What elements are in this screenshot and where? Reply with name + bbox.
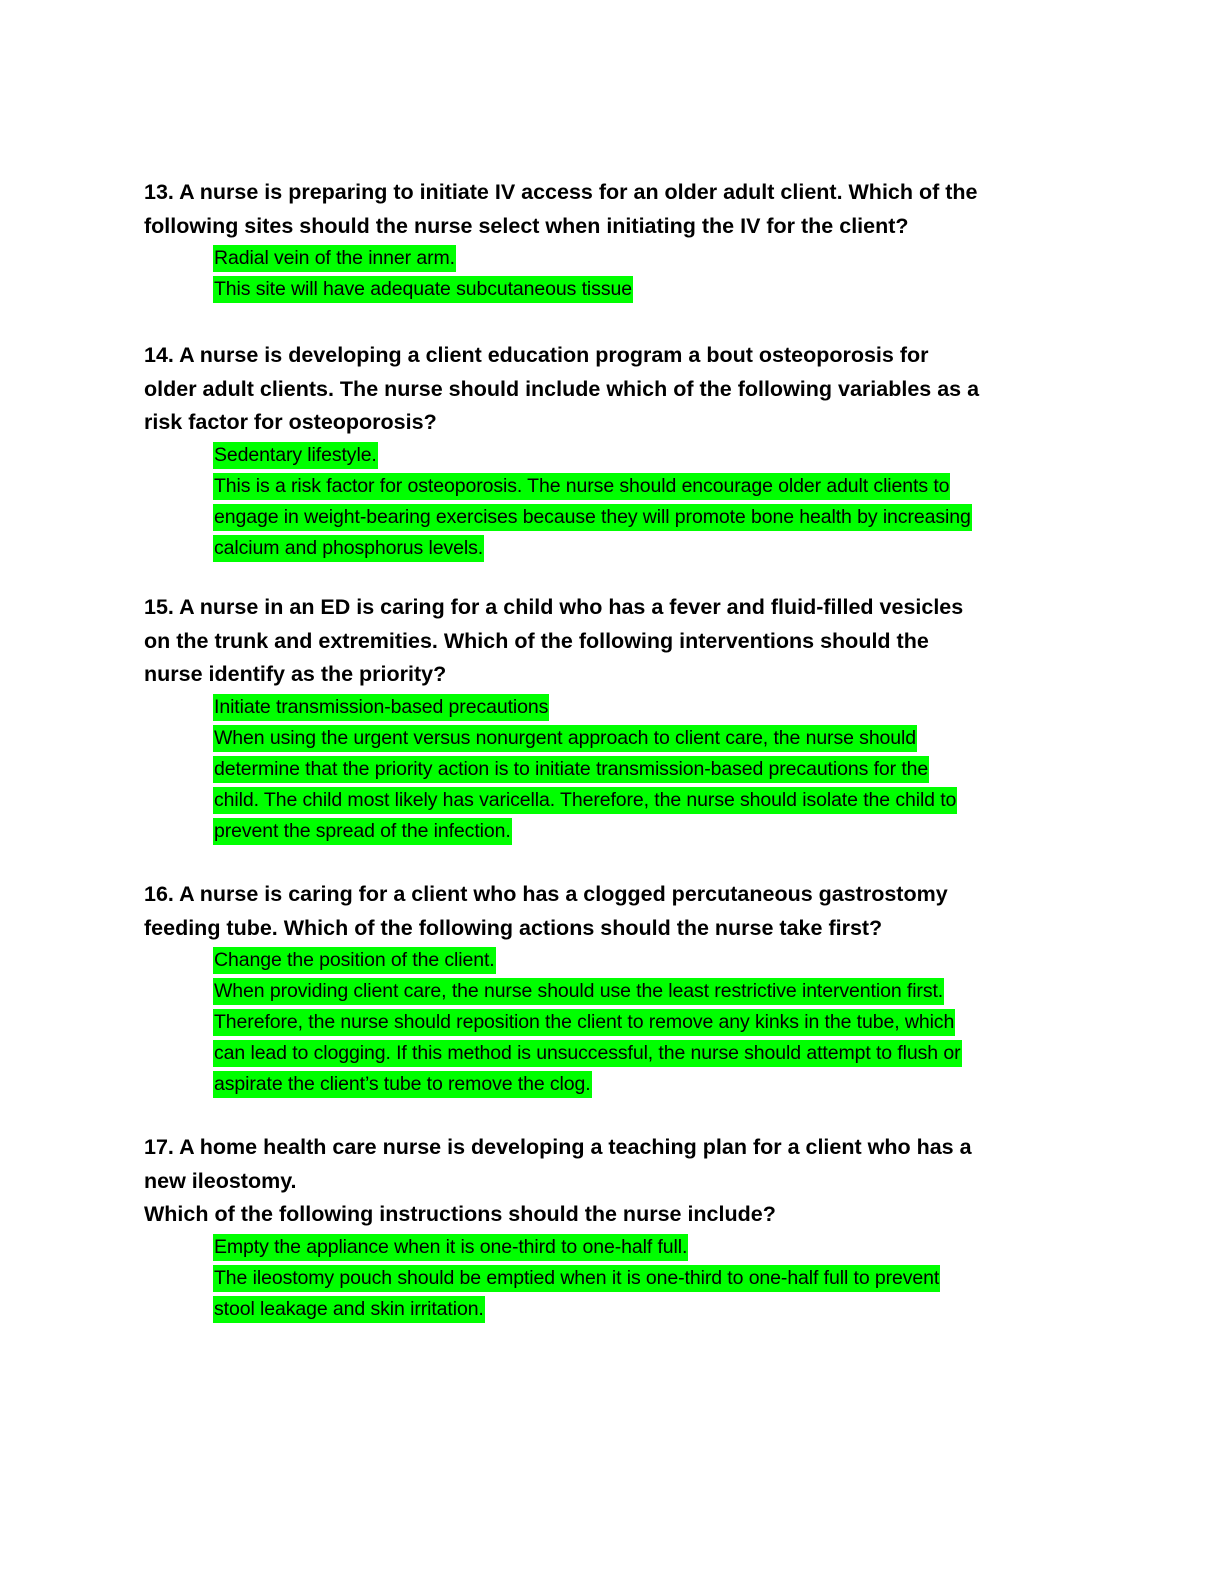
question-13 — [144, 176, 1074, 305]
highlighted-rationale: child. The child most likely has varicella. Therefore, the nurse should isolate the child to — [213, 787, 957, 814]
highlighted-rationale: aspirate the client’s tube to remove the clog. — [213, 1071, 592, 1098]
rationale-line — [213, 785, 1074, 816]
answer-line — [213, 440, 1074, 471]
highlighted-rationale: calcium and phosphorus levels. — [213, 535, 484, 562]
highlighted-rationale: determine that the priority action is to initiate transmission-based precautions for the — [213, 756, 929, 783]
question-17 — [144, 1131, 1074, 1325]
question-text-line: new ileostomy. — [144, 1168, 297, 1193]
answer-line — [213, 243, 1074, 274]
question-text-line: on the trunk and extremities. Which of the following interventions should the — [144, 628, 929, 653]
highlighted-rationale: The ileostomy pouch should be emptied when it is one-third to one-half full to prevent — [213, 1265, 940, 1292]
rationale-line — [213, 816, 1074, 847]
highlighted-answer: Change the position of the client. — [213, 947, 496, 974]
highlighted-rationale: This site will have adequate subcutaneous tissue — [213, 276, 633, 303]
question-text-line: feeding tube. Which of the following actions should the nurse take first? — [144, 915, 883, 940]
question-text-line: 14. A nurse is developing a client education program a bout osteoporosis for — [144, 343, 929, 367]
rationale-line — [213, 1007, 1074, 1038]
highlighted-answer: Initiate transmission-based precautions — [213, 694, 549, 721]
question-text-line: nurse identify as the priority? — [144, 662, 447, 686]
rationale-line — [213, 471, 1074, 502]
highlighted-rationale: prevent the spread of the infection. — [213, 818, 512, 845]
highlighted-rationale: can lead to clogging. If this method is unsuccessful, the nurse should attempt to flush or — [213, 1040, 962, 1067]
question-15 — [144, 591, 1074, 847]
rationale-line — [213, 976, 1074, 1007]
answer-line — [213, 1232, 1074, 1263]
highlighted-answer: Sedentary lifestyle. — [213, 442, 378, 469]
highlighted-rationale: Therefore, the nurse should reposition the client to remove any kinks in the tube, which — [213, 1009, 955, 1036]
answer-line — [213, 945, 1074, 976]
question-text-line: 15. A nurse in an ED is caring for a child who has a fever and fluid-filled vesicles — [144, 595, 964, 619]
highlighted-rationale: When providing client care, the nurse should use the least restrictive intervention first. — [213, 978, 944, 1005]
highlighted-rationale: This is a risk factor for osteoporosis. The nurse should encourage older adult clients to — [213, 473, 950, 500]
highlighted-rationale: When using the urgent versus nonurgent approach to client care, the nurse should — [213, 725, 917, 752]
question-text-line: older adult clients. The nurse should include which of the following variables as a — [144, 376, 980, 401]
rationale-line — [213, 754, 1074, 785]
rationale-line — [213, 1038, 1074, 1069]
rationale-line — [213, 1294, 1074, 1325]
highlighted-answer: Radial vein of the inner arm. — [213, 245, 456, 272]
rationale-line — [213, 1263, 1074, 1294]
question-16 — [144, 878, 1074, 1100]
rationale-line — [213, 1069, 1074, 1100]
question-text-line: 13. A nurse is preparing to initiate IV access for an older adult client. Which of the — [144, 180, 978, 204]
highlighted-rationale: engage in weight-bearing exercises because they will promote bone health by increasing — [213, 504, 972, 531]
question-text-line: 16. A nurse is caring for a client who has a clogged percutaneous gastrostomy — [144, 882, 948, 906]
rationale-line — [213, 274, 1074, 305]
rationale-line — [213, 502, 1074, 533]
highlighted-answer: Empty the appliance when it is one-third to one-half full. — [213, 1234, 688, 1261]
question-text-line: risk factor for osteoporosis? — [144, 410, 437, 434]
question-14 — [144, 339, 1074, 564]
rationale-line — [213, 723, 1074, 754]
answer-line — [213, 692, 1074, 723]
question-text-line: following sites should the nurse select when initiating the IV for the client? — [144, 213, 909, 238]
rationale-line — [213, 533, 1074, 564]
question-text-line: Which of the following instructions should the nurse include? — [144, 1202, 776, 1226]
question-text-line: 17. A home health care nurse is developing a teaching plan for a client who has a — [144, 1135, 972, 1159]
highlighted-rationale: stool leakage and skin irritation. — [213, 1296, 485, 1323]
